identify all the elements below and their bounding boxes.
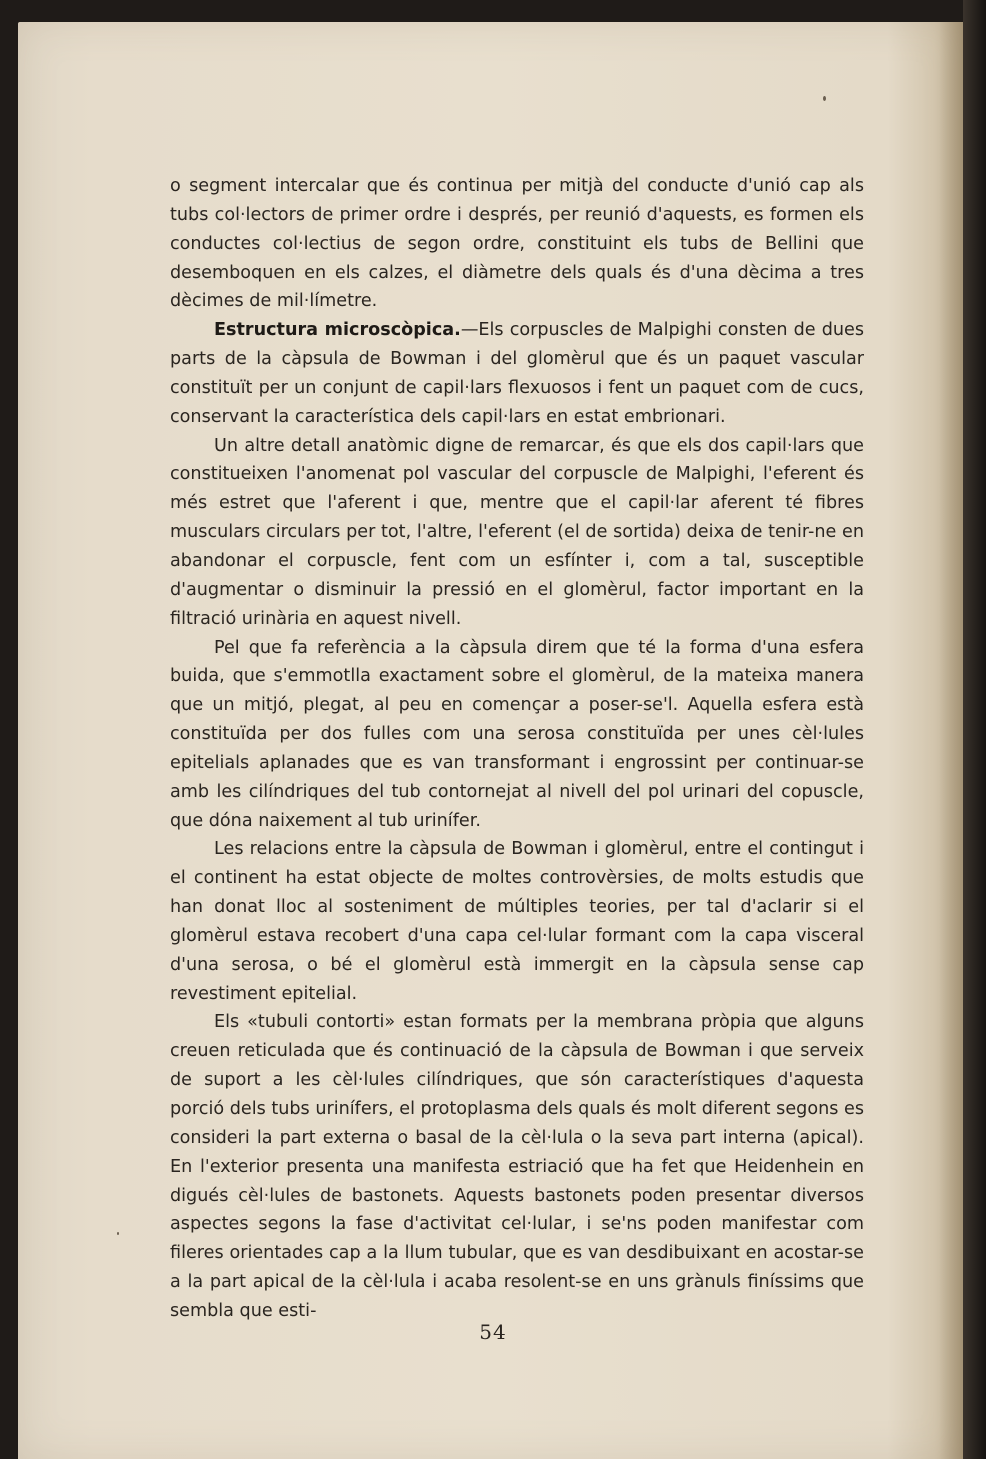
ink-speck xyxy=(823,96,826,101)
paragraph-2-text: —Els corpuscles de Malpighi consten de dues parts de la càpsula de Bowman i del glomèrul que és un paquet vascular constituït per un conjunt de capil·lars flexuosos i fent un paquet com de cucs, conservant la característica dels capil·lars en estat embrionari. xyxy=(170,320,865,427)
paragraph-2 xyxy=(170,316,864,431)
page-number: 54 xyxy=(479,1320,507,1344)
paragraph-1 xyxy=(170,172,864,316)
paragraph-4-text: Pel que fa referència a la càpsula direm que té la forma d'una esfera buida, que s'emmotlla exactament sobre el glomèrul, de la mateixa manera que un mitjó, plegat, al peu en començar a poser-se'l. Aquella esfera està constituïda per dos fulles com una serosa constituïda per unes cèl·lules epitelials aplanades que es van transformant i engrossint per continuar-se amb les cilíndriques del tub contornejat al nivell del pol urinari del copuscle, que dóna naixement al tub urinífer. xyxy=(170,637,864,831)
paragraph-6 xyxy=(170,1008,864,1325)
section-heading-estructura: Estructura microscòpica. xyxy=(214,320,461,341)
body-text xyxy=(170,172,864,1326)
paragraph-1-text: o segment intercalar que és continua per mitjà del conducte d'unió cap als tubs col·lectors de primer ordre i després, per reunió d'aquests, es formen els conductes col·lectius de segon ordre, constituint els tubs de Bellini que desemboquen en els calzes, el diàmetre dels quals és d'una dècima a tres dècimes de mil·límetre. xyxy=(170,176,864,312)
paragraph-5 xyxy=(170,835,864,1008)
paragraph-5-text: Les relacions entre la càpsula de Bowman i glomèrul, entre el contingut i el continent ha estat objecte de moltes controvèrsies, de molts estudis que han donat lloc al sosteniment de múltiples teories, per tal d'aclarir si el glomèrul estava recobert d'una capa cel·lular formant com la capa visceral d'una serosa, o bé el glomèrul està immergit en la càpsula sense cap revestiment epitelial. xyxy=(170,839,864,1004)
paragraph-3 xyxy=(170,432,864,634)
ink-speck xyxy=(117,1232,119,1235)
paragraph-3-text: Un altre detall anatòmic digne de remarcar, és que els dos capil·lars que constitueixen l'anomenat pol vascular del corpuscle de Malpighi, l'eferent és més estret que l'aferent i que, mentre que el capil·lar aferent té fibres musculars circulars per tot, l'altre, l'eferent (el de sortida) deixa de tenir-ne en abandonar el corpuscle, fent com un esfínter i, com a tal, susceptible d'augmentar o disminuir la pressió en el glomèrul, factor important en la filtració urinària en aquest nivell. xyxy=(170,435,864,629)
paragraph-6-text: Els «tubuli contorti» estan formats per la membrana pròpia que alguns creuen reticulada que és continuació de la càpsula de Bowman i que serveix de suport a les cèl·lules cilíndriques, que són característiques d'aquesta porció dels tubs urinífers, el protoplasma dels quals és molt diferent segons es consideri la part externa o basal de la cèl·lula o la seva part interna (apical). En l'exterior presenta una manifesta estriació que ha fet que Heidenhein en digués cèl·lules de bastonets. Aquests bastonets poden presentar diversos aspectes segons la fase d'activitat cel·lular, i se'ns poden manifestar com fileres orientades cap a la llum tubular, que es van desdibuixant en acostar-se a la part apical de la cèl·lula i acaba resolent-se en uns grànuls finíssims que sembla que esti- xyxy=(170,1012,864,1321)
binding-shadow xyxy=(963,0,986,1459)
paragraph-4 xyxy=(170,634,864,836)
page-edge-shadow xyxy=(939,22,963,1459)
